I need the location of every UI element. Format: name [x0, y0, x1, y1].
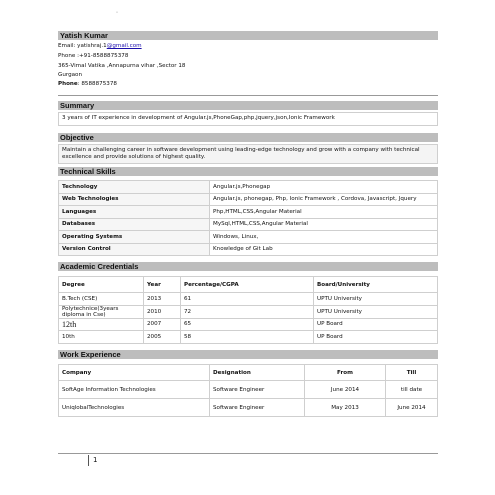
- table-row: [59, 293, 438, 306]
- col-till: Till: [386, 365, 438, 381]
- percentage-cell: 72: [181, 305, 314, 318]
- skill-value: Angular.js, phonegap, Php, Ionic Framework , Cordova, Javascript, Jquery: [210, 193, 438, 206]
- academic-table: [58, 276, 438, 344]
- board-cell: UP Board: [314, 331, 438, 344]
- summary-text: 3 years of IT experience in development of Angular.js,PhoneGap,php,jquery,json,Ionic Framework: [58, 112, 438, 126]
- percentage-cell: 65: [181, 318, 314, 331]
- degree-cell: B.Tech (CSE): [59, 293, 144, 306]
- phone-line-2: [58, 80, 117, 88]
- percentage-cell: 61: [181, 293, 314, 306]
- table-row: [59, 181, 438, 194]
- table-row: [59, 243, 438, 256]
- skills-table: [58, 180, 438, 256]
- col-percentage: Percentage/CGPA: [181, 277, 314, 293]
- col-from: From: [305, 365, 386, 381]
- candidate-name: Yatish Kumar: [60, 31, 108, 40]
- divider: [58, 95, 438, 96]
- board-cell: UPTU University: [314, 293, 438, 306]
- from-cell: June 2014: [305, 381, 386, 399]
- skill-key: Technology: [59, 181, 210, 194]
- degree-cell: 10th: [59, 331, 144, 344]
- designation-cell: Software Engineer: [210, 381, 305, 399]
- degree-cell: 12th: [59, 318, 144, 331]
- table-header-row: [59, 277, 438, 293]
- skill-key: Operating Systems: [59, 231, 210, 244]
- board-cell: UPTU University: [314, 305, 438, 318]
- page-number: 1: [93, 456, 98, 464]
- board-cell: UP Board: [314, 318, 438, 331]
- phone-line: Phone :+91-8588875378: [58, 53, 129, 59]
- table-row: [59, 305, 438, 318]
- table-row: [59, 193, 438, 206]
- name-header: [58, 31, 438, 40]
- col-designation: Designation: [210, 365, 305, 381]
- email-line: [58, 42, 142, 50]
- skill-value: Php,HTML,CSS,Angular Material: [210, 206, 438, 219]
- designation-cell: Software Engineer: [210, 399, 305, 417]
- table-row: [59, 206, 438, 219]
- email-label: Email: yatishraj.1: [58, 43, 107, 49]
- skill-key: Databases: [59, 218, 210, 231]
- skill-value: Windows, Linux,: [210, 231, 438, 244]
- company-cell: UniqlobalTechnologies: [59, 399, 210, 417]
- phone-label: Phone: [58, 81, 78, 87]
- objective-heading: Objective: [58, 133, 438, 142]
- top-mark: ˙: [115, 11, 119, 20]
- company-cell: SoftAge Information Technologies: [59, 381, 210, 399]
- from-cell: May 2013: [305, 399, 386, 417]
- table-row: [59, 318, 438, 331]
- till-cell: till date: [386, 381, 438, 399]
- col-company: Company: [59, 365, 210, 381]
- col-year: Year: [144, 277, 181, 293]
- address-line-1: 365-Vimal Vatika ,Annapurna vihar ,Sector 18: [58, 63, 186, 69]
- work-heading: Work Experience: [58, 350, 438, 359]
- phone-value: : 8588875378: [77, 81, 117, 87]
- skill-value: Angular.js,Phonegap: [210, 181, 438, 194]
- email-link[interactable]: @gmail.com: [106, 43, 142, 49]
- year-cell: 2013: [144, 293, 181, 306]
- till-cell: June 2014: [386, 399, 438, 417]
- skill-key: Languages: [59, 206, 210, 219]
- footer-divider: [58, 453, 438, 454]
- skill-key: Web Technologies: [59, 193, 210, 206]
- summary-heading: Summary: [58, 101, 438, 110]
- address-line-2: Gurgaon: [58, 72, 83, 78]
- table-row: [59, 381, 438, 399]
- table-row: [59, 399, 438, 417]
- objective-text: Maintain a challenging career in software development using leading-edge technology and grow with a company with technical excellence and provide solutions of highest quality.: [58, 144, 438, 164]
- table-row: [59, 231, 438, 244]
- table-row: [59, 218, 438, 231]
- skill-value: MySql,HTML,CSS,Angular Material: [210, 218, 438, 231]
- skills-heading: Technical Skills: [58, 167, 438, 176]
- col-board: Board/University: [314, 277, 438, 293]
- year-cell: 2005: [144, 331, 181, 344]
- skill-key: Version Control: [59, 243, 210, 256]
- col-degree: Degree: [59, 277, 144, 293]
- footer-bar: [88, 455, 89, 466]
- table-header-row: [59, 365, 438, 381]
- skill-value: Knowledge of Git Lab: [210, 243, 438, 256]
- degree-cell: Polytechnice(3years diploma in Cse): [59, 305, 144, 318]
- year-cell: 2007: [144, 318, 181, 331]
- table-row: [59, 331, 438, 344]
- work-table: [58, 364, 438, 417]
- academic-heading: Academic Credentials: [58, 262, 438, 271]
- percentage-cell: 58: [181, 331, 314, 344]
- year-cell: 2010: [144, 305, 181, 318]
